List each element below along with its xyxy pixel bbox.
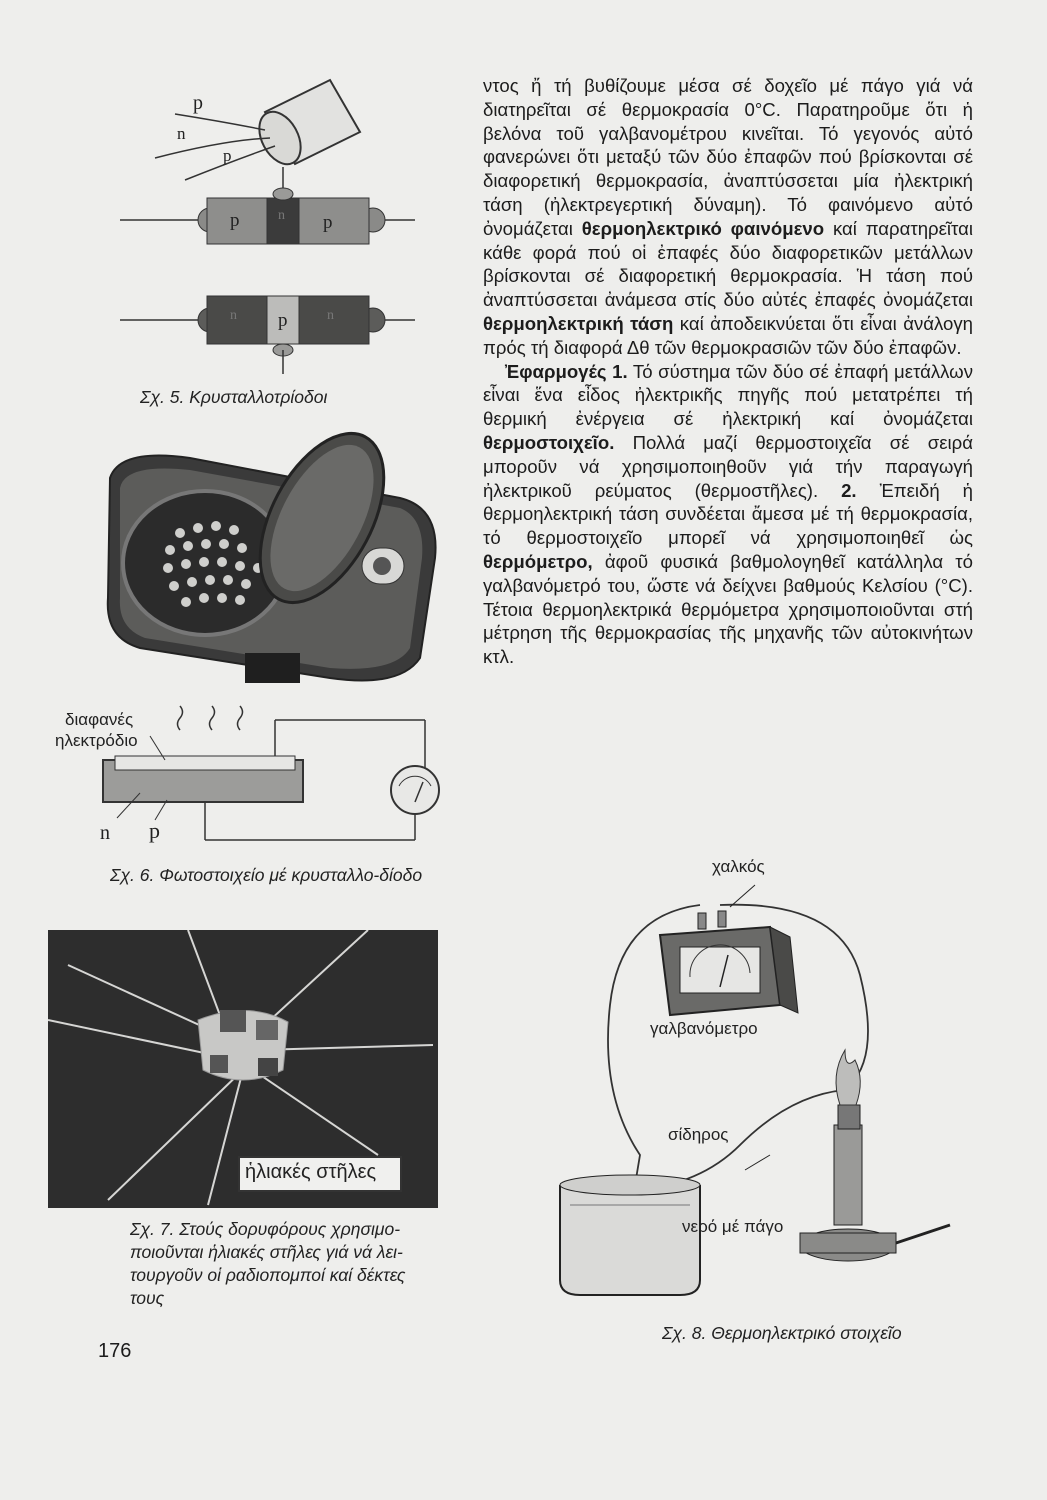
transistor2-right-label: n (327, 308, 334, 323)
figure-8-diagram (540, 855, 980, 1310)
figure-7-caption: Σχ. 7. Στούς δορυφόρους χρησιμο-ποιοῦνται ἡλιακές στῆλες γιά νά λει-τουργοῦν οἱ ραδιοπομποί καί δέκτες τους (130, 1219, 406, 1308)
label-electrode: ηλεκτρόδιο (55, 731, 138, 750)
body-text (483, 74, 973, 669)
p1-text-a: ντος ἤ τή βυθίζουμε μέσα σέ δοχεῖο μέ πάγο γιά νά διατηρεῖται σέ θερμοκρασία 0°C. Παρατηροῦμε ὅτι ἡ βελόνα τοῦ γαλβανομέτρου κινεῖται. Τό γεγονός αὐτό φανερώνει ὅτι μεταξύ τῶν δύο ἐπαφῶν πού βρίσκονται σέ διαφορετική θερμοκρασία, ἀναπτύσσεται μία ἠλεκτρική τάση (ἠλεκτρεγερτική δύναμη). Τό φαινόμενο αὐτό ὀνομάζεται (483, 75, 973, 239)
item-number-2: 2. (841, 479, 857, 501)
p1-text-c: καί ἀποδεικνύεται ὅτι εἶναι ἀνάλογη πρός τή διαφορά Δθ τῶν θερμοκρασιῶν τῶν δύο ἐπαφῶν. (483, 312, 973, 358)
p2-text-c: Ἐπειδή ἡ θερμοηλεκτρική τάση συνδέεται ἄμεσα μέ τή θερμοκρασία, τό θερμοστοιχεῖο μπορεῖ νά χρησιμοποιηθεῖ ὡς (483, 479, 974, 549)
solar-panels-label: ἡλιακές στῆλες (245, 1161, 377, 1183)
label-p-layer: p (149, 818, 160, 843)
label-copper: χαλκός (712, 857, 765, 876)
term-thermoelectric-phenomenon: θερμοηλεκτρικό φαινόμενο (581, 217, 825, 239)
figure-6-diagram (55, 698, 445, 858)
transistor1-mid-label: n (278, 208, 285, 223)
figure-6-photo (100, 428, 445, 698)
p2-text-d: ἀφοῦ φυσικά βαθμολογηθεῖ κατάλληλα τό γαλβανόμετρό του, ὥστε νά δείχνει βαθμούς Κελσίου (°C). Τέτοια θερμοηλεκτρικά θερμόμετρα χρησιμοποιοῦνται στή μέτρηση τῆς θερμοκρασίας τῆς μηχανῆς τῶν αὐτοκινήτων κτλ. (483, 550, 973, 668)
wire-label-p2: p (223, 146, 232, 165)
paragraph-1 (483, 74, 973, 360)
figure-8-caption: Σχ. 8. Θερμοηλεκτρικό στοιχεῖο (662, 1323, 902, 1343)
photocell-device-image (100, 428, 445, 698)
figure-5-caption: Σχ. 5. Κρυσταλλοτρίοδοι (140, 387, 328, 407)
transistor2-left-label: n (230, 308, 237, 323)
figure-5-transistors (115, 72, 415, 382)
paragraph-2 (483, 360, 973, 669)
wire-label-p1: p (193, 92, 203, 114)
label-iron: σίδηρος (668, 1125, 729, 1144)
applications-heading: Ἐφαρμογές 1. (505, 360, 628, 382)
transistor1-left-label: p (230, 210, 240, 231)
figure-7-photo (48, 930, 438, 1208)
label-ice-water: νερό μέ πάγο (682, 1217, 784, 1236)
term-thermometer: θερμόμετρο, (483, 550, 593, 572)
label-transparent: διαφανές (65, 710, 134, 729)
term-thermoelectric-voltage: θερμοηλεκτρική τάση (483, 312, 674, 334)
label-n-layer: n (100, 822, 110, 844)
figure-6-caption: Σχ. 6. Φωτοστοιχείο μέ κρυσταλλο-δίοδο (110, 865, 423, 885)
page-number: 176 (98, 1340, 132, 1362)
term-thermocouple: θερμοστοιχεῖο. (483, 431, 615, 453)
p2-text-a: Τό σύστημα τῶν δύο σέ ἐπαφή μετάλλων εἶναι ἕνα εἶδος ἠλεκτρικῆς πηγῆς πού μετατρέπει τή θερμική ἐνέργεια σέ ἠλεκτρική καί ὀνομάζεται (483, 360, 973, 430)
p2-text-b: Πολλά μαζί θερμοστοιχεῖα σέ σειρά μποροῦν νά χρησιμοποιηθοῦν γιά τήν παραγωγή ἠλεκτρικοῦ ρεύματος (θερμοστῆλες). (483, 431, 973, 501)
transistor2-mid-label: p (278, 310, 288, 331)
thermocouple-setup (540, 855, 980, 1310)
transistor1-right-label: p (323, 212, 333, 233)
label-galvanometer: γαλβανόμετρο (650, 1019, 758, 1038)
transistor-illustration (115, 72, 415, 382)
p1-text-b: καί παρατηρεῖται κάθε φορά πού οἱ ἐπαφές δύο διαφορετικῶν μετάλλων βρίσκονται σέ διαφορετική θερμοκρασία. Ἡ τάση πού ἀναπτύσσεται ἀνάμεσα στίς δύο αὐτές ἐπαφές ὀνομάζεται (483, 217, 974, 311)
wire-label-n: n (177, 124, 186, 143)
